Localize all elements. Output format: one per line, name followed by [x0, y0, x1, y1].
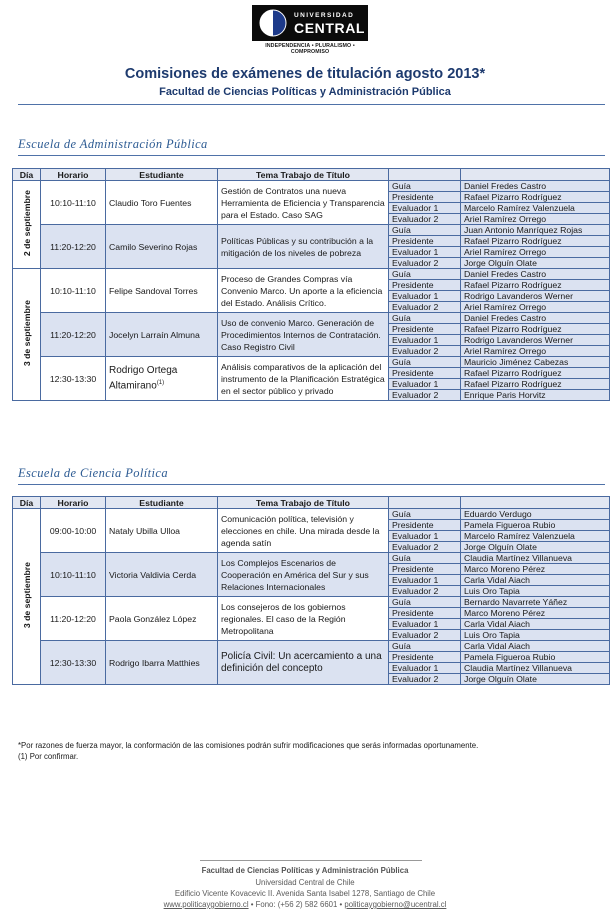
member-cell: Carla Vidal Aiach: [461, 575, 610, 586]
role-cell: Guía: [389, 509, 461, 520]
role-cell: Evaluador 1: [389, 291, 461, 302]
time-cell: 10:10-11:10: [41, 181, 106, 225]
topic-cell: Uso de convenio Marco. Generación de Procedimientos Internos de Contratación. Caso Registro Civil: [218, 313, 389, 357]
time-cell: 11:20-12:20: [41, 313, 106, 357]
member-cell: Ariel Ramírez Orrego: [461, 247, 610, 258]
student-cell: Jocelyn Larraín Almuna: [106, 313, 218, 357]
role-cell: Evaluador 2: [389, 346, 461, 357]
logo-box: [252, 5, 368, 41]
header-dia: Día: [13, 497, 41, 509]
day-cell: [13, 269, 41, 401]
header-estudiante: Estudiante: [106, 169, 218, 181]
student-cell: Camilo Severino Rojas: [106, 225, 218, 269]
member-cell: Pamela Figueroa Rubio: [461, 520, 610, 531]
member-cell: Marco Moreno Pérez: [461, 564, 610, 575]
role-cell: Evaluador 1: [389, 203, 461, 214]
member-cell: Daniel Fredes Castro: [461, 181, 610, 192]
member-cell: Marcelo Ramírez Valenzuela: [461, 203, 610, 214]
member-cell: Rafael Pizarro Rodríguez: [461, 280, 610, 291]
member-cell: Carla Vidal Aiach: [461, 619, 610, 630]
day-cell: [13, 181, 41, 269]
role-cell: Presidente: [389, 368, 461, 379]
header-blank-role: [389, 497, 461, 509]
role-cell: Guía: [389, 357, 461, 368]
table-row: [13, 313, 610, 324]
member-cell: Jorge Olguín Olate: [461, 542, 610, 553]
section-title-administracion: Escuela de Administración Pública: [18, 137, 208, 151]
member-cell: Rodrigo Lavanderos Werner: [461, 335, 610, 346]
section-title-ciencia-politica: Escuela de Ciencia Política: [18, 466, 168, 480]
role-cell: Guía: [389, 269, 461, 280]
role-cell: Presidente: [389, 520, 461, 531]
member-cell: Ariel Ramírez Orrego: [461, 346, 610, 357]
page-title: Comisiones de exámenes de titulación agosto 2013*: [124, 66, 486, 82]
page-subtitle: Facultad de Ciencias Políticas y Administración Pública: [159, 86, 451, 98]
role-cell: Evaluador 1: [389, 335, 461, 346]
logo-name-text: CENTRAL: [294, 20, 366, 36]
header-tema: Tema Trabajo de Título: [218, 169, 389, 181]
topic-cell: Análisis comparativos de la aplicación del instrumento de la Planificación Estratégica en el sector público y privado: [218, 357, 389, 401]
role-cell: Presidente: [389, 280, 461, 291]
role-cell: Presidente: [389, 236, 461, 247]
student-name: Rodrigo Ortega Altamirano: [109, 365, 178, 392]
time-cell: 12:30-13:30: [41, 357, 106, 401]
footer-address: Edificio Vicente Kovacevic II. Avenida Santa Isabel 1278, Santiago de Chile: [174, 889, 436, 898]
footer-divider: [200, 860, 422, 861]
role-cell: Guía: [389, 553, 461, 564]
time-cell: 10:10-11:10: [41, 553, 106, 597]
role-cell: Guía: [389, 313, 461, 324]
role-cell: Guía: [389, 181, 461, 192]
member-cell: Enrique Paris Horvitz: [461, 390, 610, 401]
table-header: [13, 169, 610, 181]
time-cell: 11:20-12:20: [41, 597, 106, 641]
logo-motto: INDEPENDENCIA • PLURALISMO • COMPROMISO: [265, 43, 355, 55]
role-cell: Evaluador 2: [389, 674, 461, 685]
role-cell: Evaluador 2: [389, 302, 461, 313]
section-divider: [18, 484, 605, 485]
footer-web-link[interactable]: www.politicaygobierno.cl: [163, 900, 249, 909]
day-cell: [13, 509, 41, 685]
day-label: 3 de septiembre: [21, 300, 32, 367]
footer-email-link[interactable]: politicaygobierno@ucentral.cl: [344, 900, 447, 909]
student-cell: Claudio Toro Fuentes: [106, 181, 218, 225]
member-cell: Ariel Ramírez Orrego: [461, 302, 610, 313]
day-label: 2 de septiembre: [21, 190, 32, 257]
footer-phone: • Fono: (+56 2) 582 6601 •: [248, 900, 345, 909]
time-cell: 09:00-10:00: [41, 509, 106, 553]
student-cell: Victoria Valdivia Cerda: [106, 553, 218, 597]
footer-faculty: Facultad de Ciencias Políticas y Administración Pública: [201, 866, 409, 875]
member-cell: Juan Antonio Manríquez Rojas: [461, 225, 610, 236]
logo-university-text: UNIVERSIDAD: [294, 12, 355, 19]
schedule-table-ciencia-politica: [12, 496, 610, 685]
member-cell: Bernardo Navarrete Yáñez: [461, 597, 610, 608]
table-row: [13, 553, 610, 564]
role-cell: Evaluador 1: [389, 247, 461, 258]
role-cell: Evaluador 1: [389, 379, 461, 390]
table-row: [13, 181, 610, 192]
role-cell: Presidente: [389, 192, 461, 203]
role-cell: Evaluador 1: [389, 575, 461, 586]
footer-university: Universidad Central de Chile: [255, 878, 355, 887]
student-cell: Felipe Sandoval Torres: [106, 269, 218, 313]
role-cell: Evaluador 2: [389, 630, 461, 641]
table-row: [13, 641, 610, 652]
student-cell: Rodrigo Ibarra Matthies: [106, 641, 218, 685]
table-row: [13, 509, 610, 520]
header-blank-role: [389, 169, 461, 181]
header-horario: Horario: [41, 169, 106, 181]
member-cell: Marcelo Ramírez Valenzuela: [461, 531, 610, 542]
table-row: [13, 357, 610, 368]
student-cell: Paola González López: [106, 597, 218, 641]
section-divider: [18, 155, 605, 156]
member-cell: Carla Vidal Aiach: [461, 641, 610, 652]
schedule-table-administracion: [12, 168, 610, 401]
role-cell: Evaluador 2: [389, 214, 461, 225]
time-cell: 10:10-11:10: [41, 269, 106, 313]
role-cell: Evaluador 1: [389, 663, 461, 674]
role-cell: Evaluador 2: [389, 542, 461, 553]
student-footnote-mark: (1): [156, 380, 165, 387]
member-cell: Jorge Olguín Olate: [461, 674, 610, 685]
footer-contact: [0, 900, 610, 909]
role-cell: Guía: [389, 641, 461, 652]
topic-cell: Comunicación política, televisión y elecciones en chile. Una mirada desde la agenda satín: [218, 509, 389, 553]
header-estudiante: Estudiante: [106, 497, 218, 509]
member-cell: Mauricio Jiménez Cabezas: [461, 357, 610, 368]
member-cell: Rodrigo Lavanderos Werner: [461, 291, 610, 302]
day-label: 3 de septiembre: [21, 562, 32, 629]
member-cell: Daniel Fredes Castro: [461, 313, 610, 324]
role-cell: Guía: [389, 597, 461, 608]
student-cell: Nataly Ubilla Ulloa: [106, 509, 218, 553]
role-cell: Guía: [389, 225, 461, 236]
member-cell: Luis Oro Tapia: [461, 586, 610, 597]
university-emblem-icon: [257, 8, 289, 38]
topic-cell: Policía Civil: Un acercamiento a una definición del concepto: [218, 641, 389, 685]
member-cell: Rafael Pizarro Rodríguez: [461, 368, 610, 379]
header-divider: [18, 104, 605, 105]
member-cell: Ariel Ramírez Orrego: [461, 214, 610, 225]
member-cell: Rafael Pizarro Rodríguez: [461, 379, 610, 390]
university-logo: [252, 5, 368, 56]
header-blank-name: [461, 169, 610, 181]
topic-cell: Políticas Públicas y su contribución a la mitigación de los niveles de pobreza: [218, 225, 389, 269]
topic-cell: Los consejeros de los gobiernos regionales. El caso de la Región Metropolitana: [218, 597, 389, 641]
member-cell: Rafael Pizarro Rodríguez: [461, 324, 610, 335]
role-cell: Evaluador 2: [389, 390, 461, 401]
topic-cell: Gestión de Contratos una nueva Herramienta de Eficiencia y Transparencia para el Estado. Caso SAG: [218, 181, 389, 225]
member-cell: Pamela Figueroa Rubio: [461, 652, 610, 663]
student-cell: [106, 357, 218, 401]
member-cell: Rafael Pizarro Rodríguez: [461, 236, 610, 247]
role-cell: Evaluador 1: [389, 531, 461, 542]
table-row: [13, 269, 610, 280]
role-cell: Evaluador 2: [389, 586, 461, 597]
topic-cell: Proceso de Grandes Compras vía Convenio Marco. Un aporte a la eficiencia del Estado. Análisis Crítico.: [218, 269, 389, 313]
member-cell: Rafael Pizarro Rodríguez: [461, 192, 610, 203]
role-cell: Presidente: [389, 564, 461, 575]
member-cell: Claudia Martínez Villanueva: [461, 663, 610, 674]
table-header: [13, 497, 610, 509]
member-cell: Luis Oro Tapia: [461, 630, 610, 641]
role-cell: Evaluador 2: [389, 258, 461, 269]
time-cell: 12:30-13:30: [41, 641, 106, 685]
member-cell: Claudia Martínez Villanueva: [461, 553, 610, 564]
role-cell: Evaluador 1: [389, 619, 461, 630]
role-cell: Presidente: [389, 652, 461, 663]
role-cell: Presidente: [389, 324, 461, 335]
role-cell: Presidente: [389, 608, 461, 619]
member-cell: Jorge Olguín Olate: [461, 258, 610, 269]
member-cell: Daniel Fredes Castro: [461, 269, 610, 280]
member-cell: Eduardo Verdugo: [461, 509, 610, 520]
header-horario: Horario: [41, 497, 106, 509]
footnote-confirm: (1) Por confirmar.: [18, 752, 79, 761]
header-tema: Tema Trabajo de Título: [218, 497, 389, 509]
footnote-asterisk: *Por razones de fuerza mayor, la conformación de las comisiones podrán sufrir modificaciones que serás informadas oportunamente.: [18, 741, 479, 750]
topic-cell: Los Complejos Escenarios de Cooperación en América del Sur y sus Relaciones Internacionales: [218, 553, 389, 597]
table-row: [13, 597, 610, 608]
table-row: [13, 225, 610, 236]
member-cell: Marco Moreno Pérez: [461, 608, 610, 619]
header-blank-name: [461, 497, 610, 509]
header-dia: Día: [13, 169, 41, 181]
time-cell: 11:20-12:20: [41, 225, 106, 269]
